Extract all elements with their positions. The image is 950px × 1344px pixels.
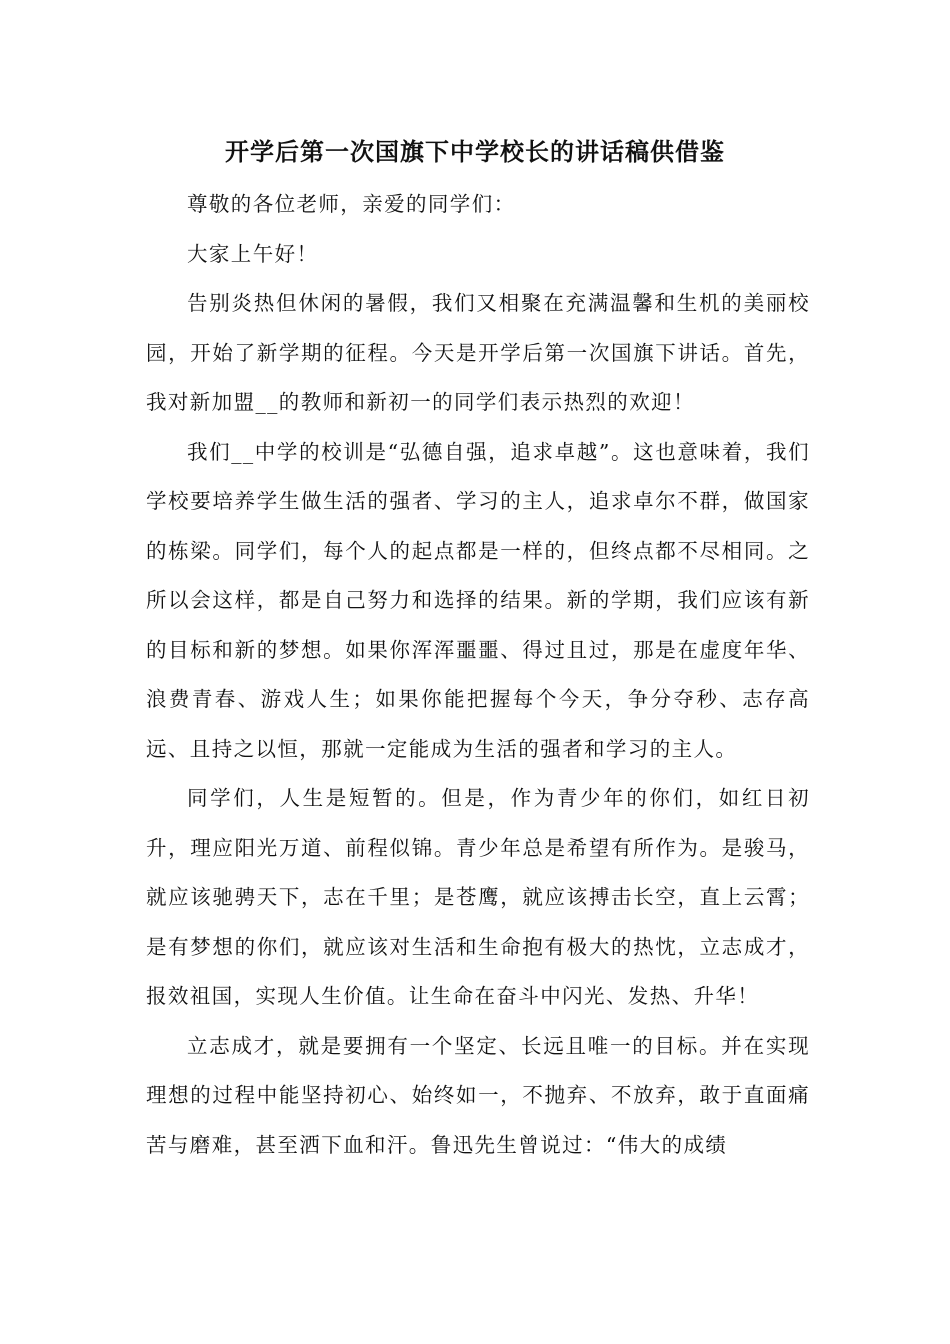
paragraph-greeting: 大家上午好！ (187, 241, 319, 266)
document-title: 开学后第一次国旗下中学校长的讲话稿供借鉴 (225, 137, 725, 166)
paragraph-youth: 同学们，人生是短暂的。但是，作为青少年的你们，如红日初升，理应阳光万道、前程似锦。青少年总是希望有所作为。是骏马，就应该驰骋天下，志在千里；是苍鹰，就应该搏击长空，直上云霄；是有梦想的你们，就应该对生活和生命抱有极大的热忱，立志成才，报效祖国，实现人生价值。让生命在奋斗中闪光、发热、升华！ (146, 786, 810, 1008)
document-body (146, 180, 810, 1170)
paragraph-aspiration: 立志成才，就是要拥有一个坚定、长远且唯一的目标。并在实现理想的过程中能坚持初心、始终如一，不抛弃、不放弃，敢于直面痛苦与磨难，甚至洒下血和汗。鲁迅先生曾说过：“伟大的成绩 (146, 1033, 810, 1157)
paragraph-salutation: 尊敬的各位老师，亲爱的同学们： (187, 192, 516, 216)
paragraph-opening: 告别炎热但休闲的暑假，我们又相聚在充满温馨和生机的美丽校园，开始了新学期的征程。今天是开学后第一次国旗下讲话。首先，我对新加盟__的教师和新初一的同学们表示热烈的欢迎！ (146, 291, 810, 414)
paragraph-school-motto: 我们__中学的校训是“弘德自强，追求卓越”。这也意味着，我们学校要培养学生做生活的强者、学习的主人，追求卓尔不群，做国家的栋梁。同学们，每个人的起点都是一样的，但终点都不尽相同。之所以会这样，都是自己努力和选择的结果。新的学期，我们应该有新的目标和新的梦想。如果你浑浑噩噩、得过且过，那是在虚度年华、浪费青春、游戏人生；如果你能把握每个今天，争分夺秒、志存高远、且持之以恒，那就一定能成为生活的强者和学习的主人。 (146, 439, 810, 761)
